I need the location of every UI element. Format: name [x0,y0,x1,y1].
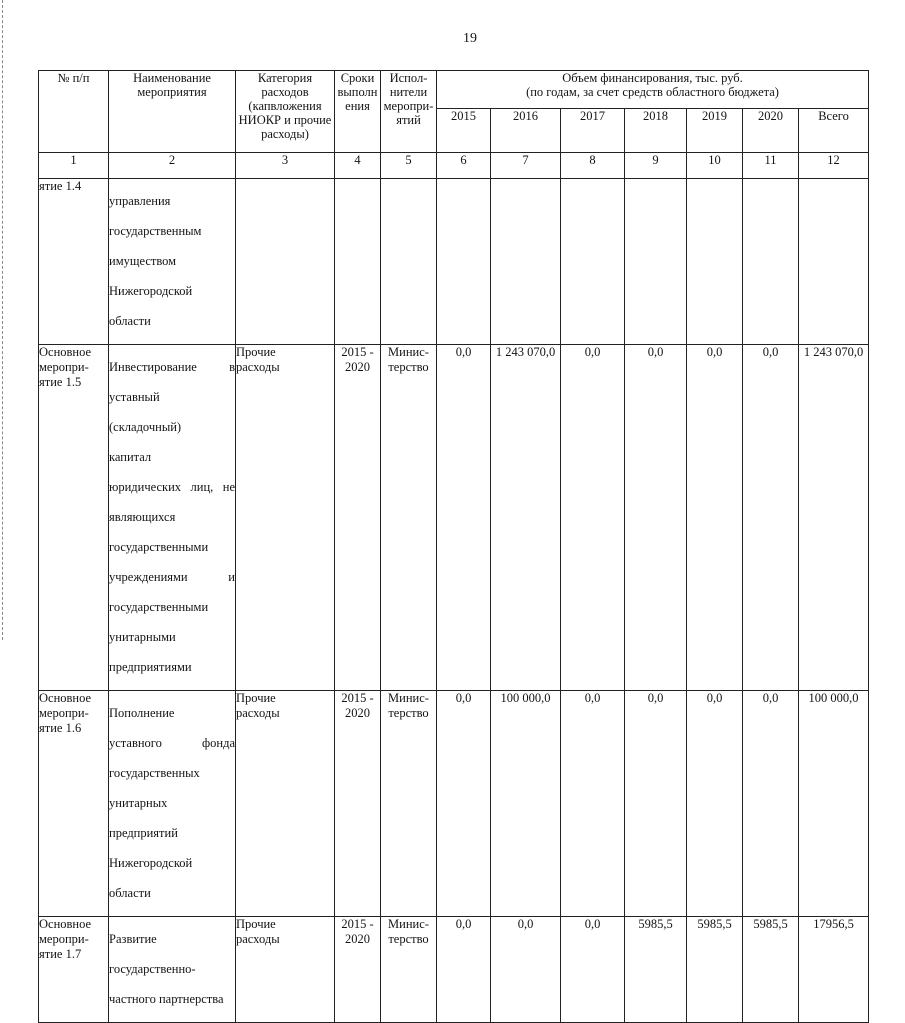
executor: Минис- терство [381,691,437,917]
activity-name-line: уставного фонда [109,736,235,750]
activity-code: Основное меропри- ятие 1.6 [39,691,109,917]
value-2020: 0,0 [743,345,799,691]
column-number: 1 [39,153,109,179]
activity-name [109,691,236,917]
value-2018: 0,0 [625,691,687,917]
column-number: 4 [335,153,381,179]
activity-name-line: государственных [109,766,200,780]
header-period: Сроки выполн ения [335,71,381,153]
activity-name-line: предприятиями [109,660,192,674]
activity-name-line: управления [109,194,171,208]
activity-name-line: Пополнение [109,706,175,720]
scan-edge-line [2,0,3,640]
column-number: 7 [491,153,561,179]
activity-code: Основное меропри- ятие 1.7 [39,917,109,1023]
value-2019: 5985,5 [687,917,743,1023]
value-2016: 0,0 [491,917,561,1023]
period: 2015 - 2020 [335,345,381,691]
activity-name-line: учреждениями и [109,570,235,584]
value-2015 [437,179,491,345]
period [335,179,381,345]
value-2018 [625,179,687,345]
value-total: 1 243 070,0 [799,345,869,691]
activity-name-line: юридических лиц, не [109,480,235,494]
value-2016 [491,179,561,345]
activity-name-line: унитарными [109,630,176,644]
column-number: 3 [236,153,335,179]
page-number: 19 [463,31,477,46]
activity-name-line: государственным [109,224,202,238]
activity-name-line: Нижегородской [109,856,193,870]
value-2017 [561,179,625,345]
header-executor: Испол- нители меропри- ятий [381,71,437,153]
value-2018: 5985,5 [625,917,687,1023]
activity-code: Основное меропри- ятие 1.5 [39,345,109,691]
table-row [39,179,869,345]
value-2020: 0,0 [743,691,799,917]
value-total [799,179,869,345]
activity-name-line: государственными [109,540,209,554]
activity-name-line: предприятий [109,826,178,840]
activity-name-line: Нижегородской [109,284,193,298]
activity-name [109,345,236,691]
activity-name-line: являющихся [109,510,176,524]
table-row [39,917,869,1023]
header-year: 2017 [561,109,625,153]
column-number: 5 [381,153,437,179]
value-2015: 0,0 [437,345,491,691]
header-number: № п/п [39,71,109,153]
column-number: 11 [743,153,799,179]
activity-name-line: унитарных [109,796,168,810]
header-year: 2020 [743,109,799,153]
activity-name-line: имуществом [109,254,177,268]
expense-category: Прочие расходы [236,691,335,917]
period: 2015 - 2020 [335,691,381,917]
activity-name [109,917,236,1023]
value-2017: 0,0 [561,691,625,917]
value-2015: 0,0 [437,917,491,1023]
expense-category [236,179,335,345]
header-name: Наименование мероприятия [109,71,236,153]
value-2019: 0,0 [687,691,743,917]
expense-category: Прочие расходы [236,345,335,691]
activity-code: ятие 1.4 [39,179,109,345]
activity-name-line: государственно- [109,962,196,976]
column-number: 8 [561,153,625,179]
column-number: 10 [687,153,743,179]
value-2017: 0,0 [561,917,625,1023]
table-row [39,691,869,917]
header-funding: Объем финансирования, тыс. руб. (по годам, за счет средств областного бюджета) [437,71,869,109]
activity-name-line: Инвестирование в [109,360,235,374]
activity-name-line: уставный [109,390,160,404]
executor [381,179,437,345]
value-2018: 0,0 [625,345,687,691]
activity-name-line: государственными [109,600,209,614]
column-number: 9 [625,153,687,179]
value-2016: 1 243 070,0 [491,345,561,691]
executor: Минис- терство [381,917,437,1023]
header-year: 2015 [437,109,491,153]
activity-name [109,179,236,345]
value-2019: 0,0 [687,345,743,691]
value-2020: 5985,5 [743,917,799,1023]
header-total: Всего [799,109,869,153]
header-row [39,71,869,109]
value-2020 [743,179,799,345]
value-2019 [687,179,743,345]
header-year: 2016 [491,109,561,153]
expense-category: Прочие расходы [236,917,335,1023]
header-year: 2019 [687,109,743,153]
activity-name-line: Развитие [109,932,157,946]
activity-name-line: области [109,314,151,328]
period: 2015 - 2020 [335,917,381,1023]
column-number: 6 [437,153,491,179]
activity-name-line: капитал [109,450,152,464]
value-2017: 0,0 [561,345,625,691]
header-category: Категория расходов (капвложения НИОКР и прочие расходы) [236,71,335,153]
column-number: 12 [799,153,869,179]
value-2016: 100 000,0 [491,691,561,917]
activity-name-line: (складочный) [109,420,182,434]
budget-table [38,70,869,1023]
header-year: 2018 [625,109,687,153]
activity-name-line: частного партнерства [109,992,224,1006]
value-total: 100 000,0 [799,691,869,917]
table-row [39,345,869,691]
value-total: 17956,5 [799,917,869,1023]
executor: Минис- терство [381,345,437,691]
column-numbers-row [39,153,869,179]
column-number: 2 [109,153,236,179]
value-2015: 0,0 [437,691,491,917]
activity-name-line: области [109,886,151,900]
